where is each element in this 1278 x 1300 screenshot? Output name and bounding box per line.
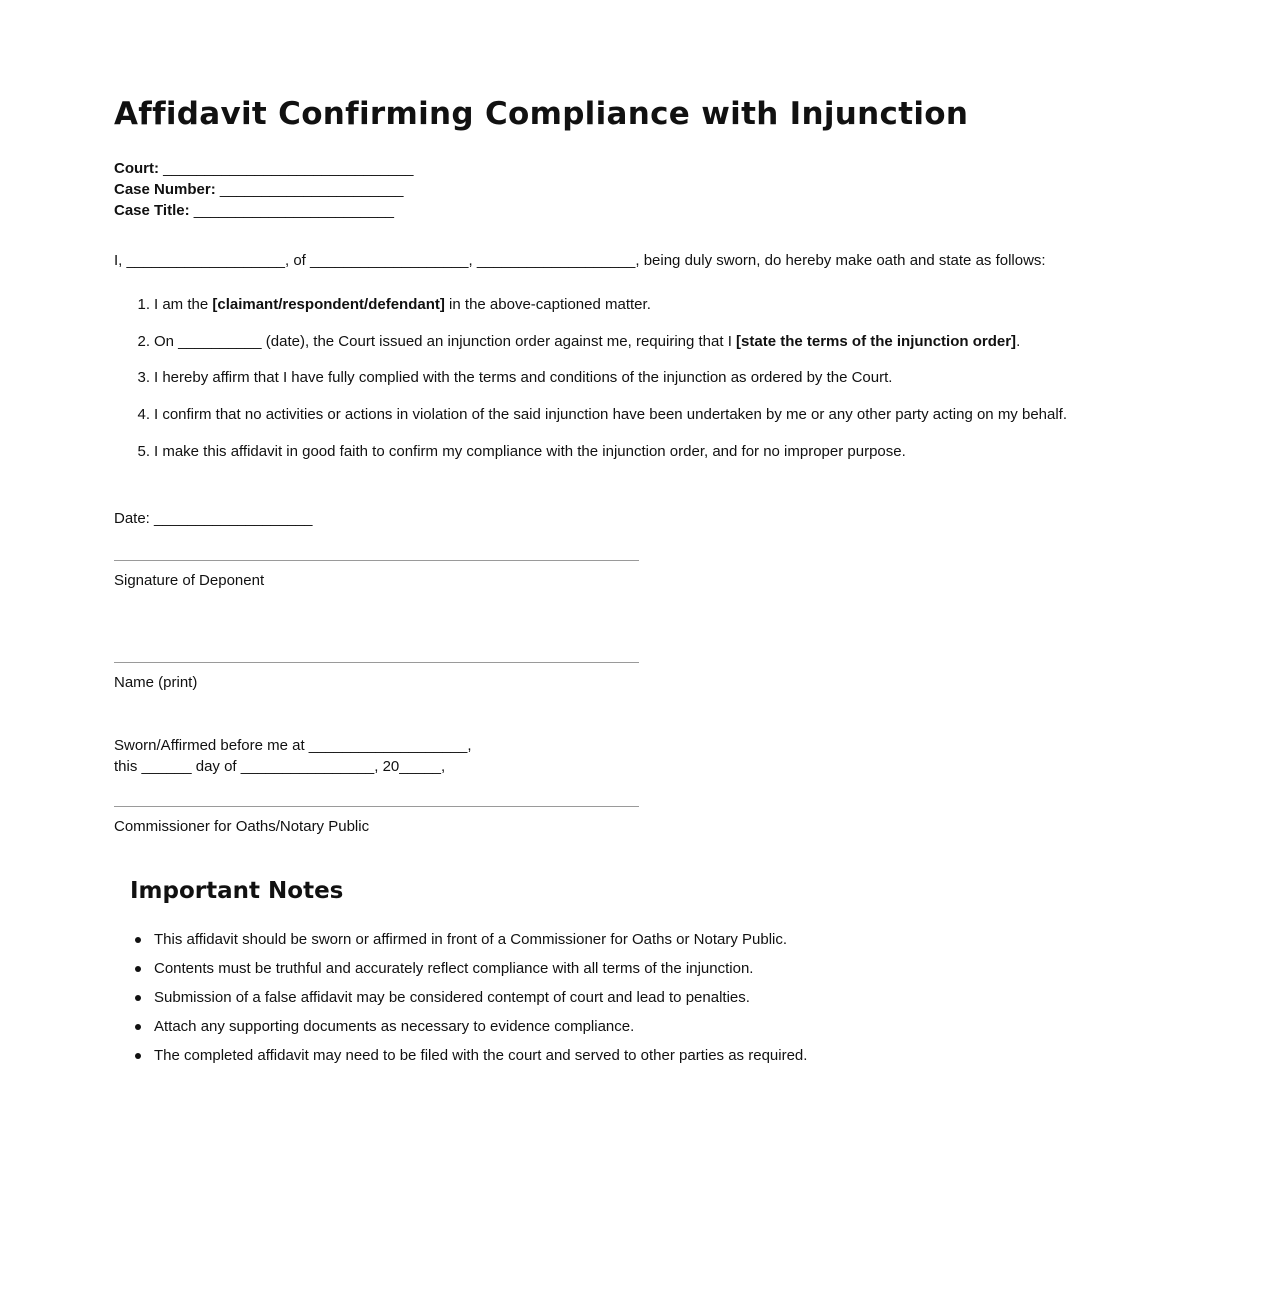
case-number-label: Case Number:: [114, 181, 216, 198]
date-line: Date: ___________________: [114, 510, 313, 527]
statement-number: 2.: [137, 333, 150, 350]
statement-list: [114, 296, 1067, 461]
notes-heading: Important Notes: [130, 878, 344, 904]
deponent-intro: I, ___________________, of ___________________, ___________________, being duly sworn, do hereby make oath and state as follows:: [114, 252, 1046, 269]
statement-number: 4.: [137, 406, 150, 423]
court-row: [114, 158, 413, 179]
signature-rule: [114, 560, 639, 561]
note-item: [114, 988, 807, 1007]
statement-item: [114, 443, 1067, 461]
commissioner-rule: [114, 806, 639, 807]
name-label: Name (print): [114, 674, 198, 691]
commissioner-label: Commissioner for Oaths/Notary Public: [114, 818, 370, 835]
case-number-blank: ______________________: [219, 181, 404, 198]
note-item: [114, 959, 807, 978]
signature-label: Signature of Deponent: [114, 572, 265, 589]
statement-text: I confirm that no activities or actions in violation of the said injunction have been undertaken by me or any other party acting on my behalf.: [154, 406, 1068, 423]
statement-emphasis: [claimant/respondent/defendant]: [212, 296, 445, 313]
case-title-row: [114, 200, 413, 221]
note-item: [114, 1017, 807, 1036]
bullet-icon: [135, 966, 141, 972]
note-text: The completed affidavit may need to be filed with the court and served to other parties as required.: [154, 1047, 808, 1064]
name-rule: [114, 662, 639, 663]
statement-text: I am the: [154, 296, 213, 313]
bullet-icon: [135, 1024, 141, 1030]
court-blank: ______________________________: [163, 160, 414, 177]
bullet-icon: [135, 995, 141, 1001]
statement-text: .: [1016, 333, 1021, 350]
statement-item: [114, 296, 1067, 314]
statement-number: 1.: [137, 296, 150, 313]
bullet-icon: [135, 937, 141, 943]
note-text: Contents must be truthful and accurately reflect compliance with all terms of the injunction.: [154, 960, 754, 977]
statement-text: I make this affidavit in good faith to confirm my compliance with the injunction order, and for no improper purpose.: [154, 443, 906, 460]
note-item: [114, 1046, 807, 1065]
case-title-blank: ________________________: [193, 202, 394, 219]
statement-text: I hereby affirm that I have fully complied with the terms and conditions of the injunction as ordered by the Court.: [154, 369, 893, 386]
statement-number: 5.: [137, 443, 150, 460]
sworn-block: [114, 735, 471, 777]
bullet-icon: [135, 1053, 141, 1059]
statement-text: On __________ (date), the Court issued an injunction order against me, requiring that I: [154, 333, 737, 350]
statement-item: [114, 333, 1067, 351]
statement-item: [114, 369, 1067, 387]
note-text: This affidavit should be sworn or affirmed in front of a Commissioner for Oaths or Notary Public.: [154, 931, 788, 948]
note-item: [114, 930, 807, 949]
case-caption: [114, 158, 413, 221]
statement-item: [114, 406, 1067, 424]
statement-number: 3.: [137, 369, 150, 386]
notes-list: [114, 930, 807, 1075]
sworn-line-1: Sworn/Affirmed before me at ___________________,: [114, 737, 472, 754]
statement-text: in the above-captioned matter.: [444, 296, 651, 313]
case-number-row: [114, 179, 413, 200]
statement-emphasis: [state the terms of the injunction order]: [736, 333, 1017, 350]
page-title: Affidavit Confirming Compliance with Injunction: [114, 96, 969, 132]
note-text: Submission of a false affidavit may be considered contempt of court and lead to penalties.: [154, 989, 750, 1006]
case-title-label: Case Title:: [114, 202, 190, 219]
sworn-line-2: this ______ day of ________________, 20_____,: [114, 758, 446, 775]
court-label: Court:: [114, 160, 159, 177]
note-text: Attach any supporting documents as necessary to evidence compliance.: [154, 1018, 635, 1035]
